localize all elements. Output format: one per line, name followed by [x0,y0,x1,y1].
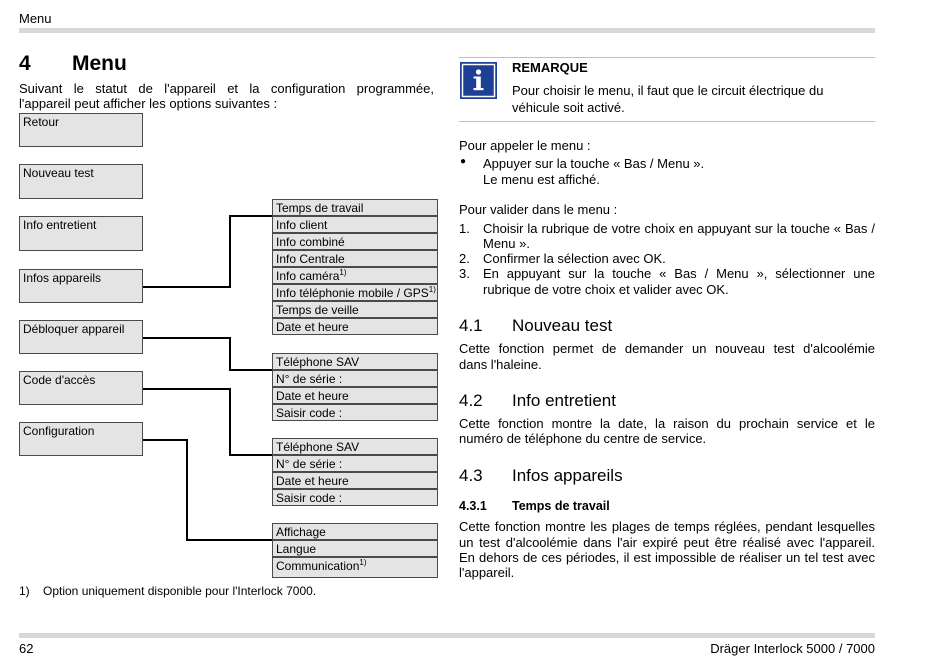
call-menu-step-line-2: Le menu est affiché. [483,172,600,187]
remark-title: REMARQUE [512,60,588,75]
remark-bottom-rule [459,121,875,122]
remark-line-2: véhicule soit activé. [512,100,625,115]
validate-step-number: 2. [459,251,470,266]
footnote-marker: 1) [339,268,347,277]
connector-line [186,539,273,541]
info-icon [460,62,497,99]
connector-line [229,388,231,455]
submenu-item: N° de série : [272,370,438,387]
submenu-item: Info Centrale [272,250,438,267]
submenu-item: Saisir code : [272,489,438,506]
connector-line [186,439,188,541]
connector-line [143,388,230,390]
menu-item-configuration: Configuration [19,422,143,456]
submenu-item: Date et heure [272,387,438,404]
intro-line-1: Suivant le statut de l'appareil et la configuration programmée, [19,81,434,96]
paragraph-line: Cette fonction montre les plages de temps réglées, pendant lesquelles [459,519,875,534]
connector-line [229,369,273,371]
submenu-item: Date et heure [272,318,438,335]
submenu-item: Téléphone SAV [272,353,438,370]
menu-item-info-entretient: Info entretient [19,216,143,251]
submenu-item: Affichage [272,523,438,540]
menu-item-infos-appareils: Infos appareils [19,269,143,303]
section-title: Menu [72,52,127,75]
subsubsection-number: 4.3.1 [459,499,487,513]
submenu-item: Info caméra$^{1)}$ [272,267,438,284]
submenu-item: Langue [272,540,438,557]
bullet-icon: ● [460,156,467,167]
remark-top-rule [459,57,875,58]
validate-step-text: rubrique de votre choix et valider avec OK. [483,282,729,297]
intro-line-2: l'appareil peut afficher les options suivantes : [19,96,278,111]
connector-line [143,337,230,339]
footer-rule [19,633,875,638]
submenu-item: Info téléphonie mobile / GPS$^{1)}$ [272,284,438,301]
paragraph-line: un test d'alcoolémie dans l'air expiré peut être réalisé avec l'appareil. [459,535,875,550]
validate-step-text: En appuyant sur la touche « Bas / Menu », sélectionner une [483,266,875,281]
submenu-item: Téléphone SAV [272,438,438,455]
subsection-number: 4.1 [459,316,483,335]
footnote-text: Option uniquement disponible pour l'Interlock 7000. [43,584,317,598]
submenu-item: Temps de travail [272,199,438,216]
validate-intro: Pour valider dans le menu : [459,202,618,217]
footnote-marker: 1) [359,558,367,567]
connector-line [229,215,231,288]
remark-line-1: Pour choisir le menu, il faut que le circuit électrique du [512,83,824,98]
submenu-item: Saisir code : [272,404,438,421]
menu-item-code-acces: Code d'accès [19,371,143,405]
footnote-marker: 1) [19,584,30,598]
paragraph-line: numéro de téléphone du centre de service. [459,431,707,446]
paragraph-line: l'appareil. [459,565,515,580]
connector-line [143,286,230,288]
section-number: 4 [19,52,31,75]
submenu-item: N° de série : [272,455,438,472]
validate-step-number: 1. [459,221,470,236]
subsection-title: Nouveau test [512,316,613,335]
validate-step-text: Confirmer la sélection avec OK. [483,251,666,266]
connector-line [229,215,273,217]
submenu-item: Info client [272,216,438,233]
connector-line [143,439,187,441]
submenu-item: Info combiné [272,233,438,250]
call-menu-step-line-1: Appuyer sur la touche « Bas / Menu ». [483,156,705,171]
connector-line [229,454,273,456]
subsection-number: 4.2 [459,391,483,410]
page-number: 62 [19,641,34,656]
paragraph-line: Cette fonction montre la date, la raison du prochain service et le [459,416,875,431]
footnote-marker: 1) [428,285,436,294]
running-title: Menu [19,11,52,26]
subsection-title: Info entretient [512,391,616,410]
paragraph-line: dans l'haleine. [459,357,542,372]
submenu-item: Communication$^{1)}$ [272,557,438,578]
paragraph-line: En dehors de ces périodes, il est impossible de réaliser un tel test avec [459,550,875,565]
subsection-title: Infos appareils [512,466,623,485]
menu-item-nouveau-test: Nouveau test [19,164,143,199]
paragraph-line: Cette fonction permet de demander un nouveau test d'alcoolémie [459,341,875,356]
submenu-item: Temps de veille [272,301,438,318]
product-name: Dräger Interlock 5000 / 7000 [710,641,875,656]
subsubsection-title: Temps de travail [512,499,610,513]
header-rule [19,28,875,33]
submenu-item: Date et heure [272,472,438,489]
connector-line [229,337,231,371]
call-menu-intro: Pour appeler le menu : [459,138,591,153]
validate-step-text: Choisir la rubrique de votre choix en appuyant sur la touche « Bas / [483,221,875,236]
menu-item-retour: Retour [19,113,143,147]
menu-item-debloquer-appareil: Débloquer appareil [19,320,143,354]
validate-step-text: Menu ». [483,236,530,251]
subsection-number: 4.3 [459,466,483,485]
validate-step-number: 3. [459,266,470,281]
